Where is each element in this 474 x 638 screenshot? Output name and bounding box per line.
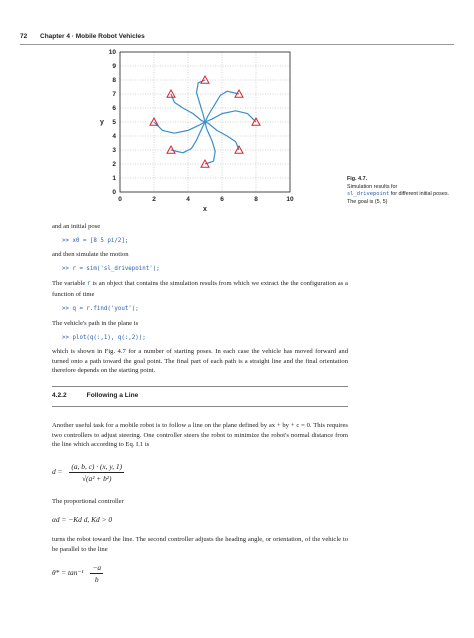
paragraph-fig-description: which is shown in Fig. 4.7 for a number of starting poses. In each case the vehicle has moved forward and turned onto a path toward the goal point. The final part of each path is a straight line and the final orientation therefore depends on the starting point.: [52, 348, 348, 375]
chapter-title: Chapter 4 · Mobile Robot Vehicles: [40, 33, 145, 40]
header-rule: [20, 44, 454, 45]
y-tick-label: 9: [112, 63, 116, 71]
eq1-numerator: (a, b, c) · (x, y, 1): [71, 462, 123, 471]
figure-caption: [347, 176, 459, 206]
start-pose-marker: [167, 90, 175, 97]
eq3-fraction: [90, 563, 103, 584]
trajectory-chart: [88, 48, 308, 218]
y-tick-label: 3: [112, 147, 116, 155]
trajectory-line: [197, 80, 206, 122]
section-title: Following a Line: [86, 392, 139, 399]
trajectory-line: [205, 111, 256, 122]
x-tick-label: 8: [254, 196, 258, 203]
paragraph-vehicle-path: The vehicle's path in the plane is: [52, 320, 139, 327]
x-tick-label: 2: [152, 196, 156, 203]
eq3-denominator: b: [94, 575, 99, 584]
y-tick-label: 10: [108, 49, 116, 57]
eq1-lhs: d =: [52, 467, 63, 477]
section-number: 4.2.2: [52, 392, 67, 399]
chart-plot-area: [100, 49, 294, 213]
section-rule-top: [52, 386, 348, 387]
paragraph-simulate: and then simulate the motion: [52, 251, 129, 258]
x-tick-label: 6: [220, 196, 224, 203]
x-tick-label: 10: [286, 196, 294, 203]
caption-text-after: for different initial poses. The goal is (5, 5): [347, 191, 450, 205]
x-axis-label: x: [203, 206, 207, 213]
x-tick-label: 4: [186, 196, 190, 203]
eq3-lhs: θ* = tan⁻¹: [52, 568, 84, 578]
equation-distance: [52, 462, 124, 483]
eq1-denominator: √(a² + b²): [81, 474, 112, 483]
eq3-numerator: −a: [92, 563, 102, 572]
code-line-find: >> q = r.find('yout');: [62, 306, 139, 312]
start-pose-marker: [167, 146, 175, 153]
equation-alpha: αd = −Kd d, Kd > 0: [52, 515, 113, 524]
start-pose-marker: [201, 76, 209, 83]
code-line-x0: >> x0 = [8 5 pi/2];: [62, 238, 129, 244]
paragraph-second-controller: turns the robot toward the line. The second controller adjusts the heading angle, or orientation, of the vehicle to be parallel to the line: [52, 536, 348, 553]
paragraph-proportional: The proportional controller: [52, 498, 124, 505]
y-tick-label: 6: [112, 105, 116, 113]
paragraph-initial-pose: and an initial pose: [52, 223, 101, 230]
caption-text-before: Simulation results for: [347, 183, 398, 190]
section-heading: [52, 392, 138, 399]
p3-text-a: The variable: [52, 280, 88, 287]
y-tick-label: 4: [112, 133, 116, 141]
paragraph-variable-r: [52, 279, 348, 299]
code-line-sim: >> r = sim('sl_drivepoint');: [62, 266, 160, 272]
y-tick-label: 7: [112, 91, 116, 99]
caption-title: Fig. 4.7.: [347, 176, 368, 182]
y-tick-label: 1: [112, 175, 116, 183]
eq1-fraction: [69, 462, 124, 483]
p3-code-r: r: [87, 281, 91, 287]
p3-text-b: is an object that contains the simulation results from which we extract the the configuration as a function of time: [52, 280, 348, 298]
page-number: 72: [20, 33, 28, 40]
caption-code: sl_drivepoint: [347, 191, 390, 198]
y-axis-label: y: [100, 119, 104, 126]
section-rule-bottom: [52, 406, 348, 407]
y-tick-label: 8: [112, 77, 116, 85]
y-tick-label: 5: [112, 119, 116, 127]
trajectory-line: [154, 122, 205, 133]
code-line-plot: >> plot(q(:,1), q(:,2));: [62, 335, 146, 341]
paragraph-following-line: Another useful task for a mobile robot is to follow a line on the plane defined by ax + by + c = 0. This requires two controllers to adjust steering. One controller steers the robot to minimize the robot's normal distance from the line which according to Eq. I.1 is: [52, 422, 348, 449]
y-tick-label: 0: [112, 189, 116, 197]
x-tick-label: 0: [118, 196, 122, 203]
y-tick-label: 2: [112, 161, 116, 169]
equation-theta: [52, 563, 103, 584]
